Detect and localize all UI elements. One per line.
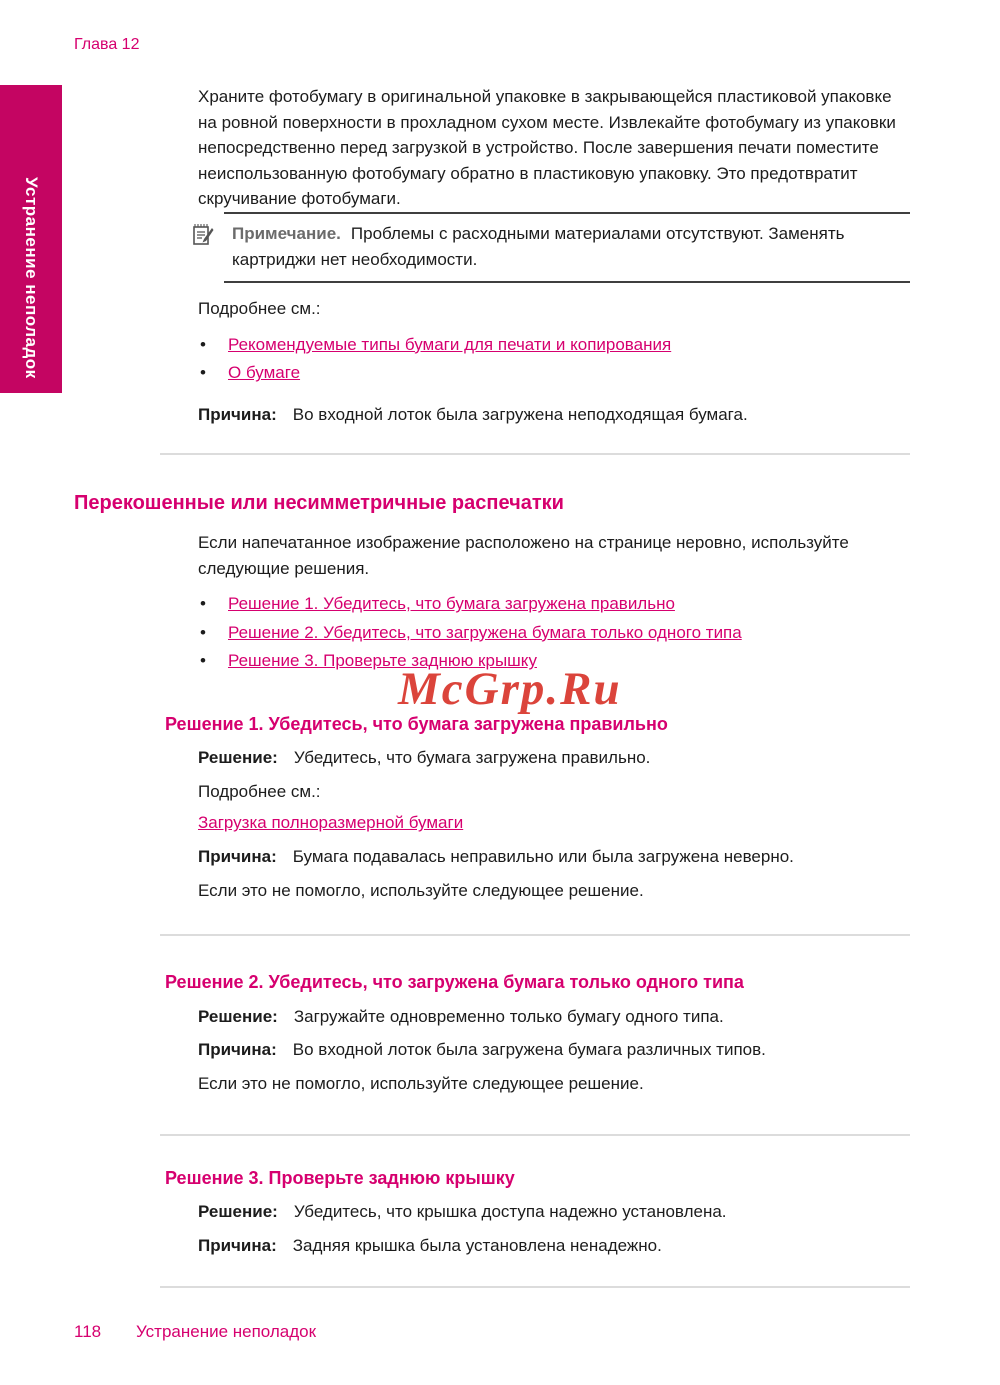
solution-text: Загружайте одновременно только бумагу одного типа. — [293, 1006, 724, 1026]
list-item — [198, 331, 910, 360]
link-about-paper[interactable]: О бумаге — [228, 363, 301, 383]
solution-text: Убедитесь, что бумага загружена правильно. — [293, 748, 651, 768]
cause-label: Причина: — [198, 1235, 277, 1255]
section-intro: Если напечатанное изображение расположено на странице неровно, используйте следующие решения. — [198, 532, 849, 578]
related-links-list — [198, 331, 910, 388]
list-item — [198, 590, 910, 619]
watermark: McGrp.Ru — [398, 663, 622, 715]
solution-1-see-more-label: Подробнее см.: — [198, 781, 321, 801]
separator — [160, 1286, 910, 1288]
cause-text: Бумага подавалась неправильно или была загружена неверно. — [292, 847, 794, 866]
intro-paragraph: Храните фотобумагу в оригинальной упаковке в закрывающейся пластиковой упаковке на ровной поверхности в прохладном сухом месте. Извлекайте фотобумагу из упаковки непосредственно перед загрузкой в устройство. После завершения печати поместите неиспользованную фотобумагу обратно в пластиковую упаковку. Это предотвратит скручивание фотобумаги. — [198, 87, 896, 209]
note-text: Проблемы с расходными материалами отсутствуют. Заменять картриджи нет необходимости. — [232, 223, 845, 269]
link-load-full-size-paper[interactable]: Загрузка полноразмерной бумаги — [198, 813, 464, 833]
cause-label: Причина: — [198, 404, 277, 424]
cause-line — [198, 402, 910, 428]
solution-2-cause-line — [198, 1037, 910, 1063]
link-solution-3[interactable]: Решение 3. Проверьте заднюю крышку — [228, 651, 537, 671]
solution-label: Решение: — [198, 1006, 278, 1026]
separator — [160, 934, 910, 936]
section-title: Перекошенные или несимметричные распечатки — [74, 492, 564, 515]
list-item — [198, 359, 910, 388]
solution-1-title: Решение 1. Убедитесь, что бумага загружена правильно — [165, 713, 668, 734]
footer-section-label: Устранение неполадок — [136, 1322, 317, 1341]
solution-text: Убедитесь, что крышка доступа надежно установлена. — [293, 1202, 727, 1222]
solution-links-list — [198, 590, 910, 676]
sidebar-section-tab — [0, 85, 62, 393]
sidebar-tab-label: Устранение неполадок — [22, 177, 41, 379]
solution-label: Решение: — [198, 1202, 278, 1222]
solution-2-next-hint: Если это не помогло, используйте следующее решение. — [198, 1073, 644, 1093]
cause-text: Во входной лоток была загружена бумага различных типов. — [292, 1040, 766, 1060]
cause-text: Во входной лоток была загружена неподходящая бумага. — [292, 404, 748, 424]
link-recommended-paper-types[interactable]: Рекомендуемые типы бумаги для печати и копирования — [228, 334, 672, 354]
link-solution-2[interactable]: Решение 2. Убедитесь, что загружена бумага только одного типа — [228, 622, 742, 642]
solution-3-solution-line — [198, 1199, 910, 1225]
solution-3-title: Решение 3. Проверьте заднюю крышку — [165, 1167, 515, 1188]
solution-1-next-hint: Если это не помогло, используйте следующее решение. — [198, 880, 644, 900]
footer-page-number: 118 — [74, 1322, 102, 1341]
solution-1-solution-line — [198, 745, 910, 771]
cause-text: Задняя крышка была установлена ненадежно. — [292, 1235, 662, 1255]
separator — [160, 1134, 910, 1136]
link-solution-1[interactable]: Решение 1. Убедитесь, что бумага загружена правильно — [228, 594, 675, 614]
note-label: Примечание. — [232, 223, 341, 243]
cause-label: Причина: — [198, 1040, 277, 1060]
list-item — [198, 647, 910, 676]
notepad-pencil-icon — [192, 222, 214, 246]
note-box — [224, 212, 910, 283]
page-footer — [74, 1322, 316, 1342]
solution-2-title: Решение 2. Убедитесь, что загружена бумага только одного типа — [165, 972, 744, 993]
see-more-label: Подробнее см.: — [198, 299, 321, 319]
solution-label: Решение: — [198, 748, 278, 768]
cause-label: Причина: — [198, 847, 277, 866]
separator — [160, 453, 910, 455]
solution-1-cause-line — [198, 844, 910, 870]
chapter-label: Глава 12 — [74, 36, 140, 53]
solution-3-cause-line — [198, 1233, 910, 1259]
solution-1-link-line — [198, 810, 910, 836]
list-item — [198, 619, 910, 648]
solution-2-solution-line — [198, 1004, 910, 1030]
